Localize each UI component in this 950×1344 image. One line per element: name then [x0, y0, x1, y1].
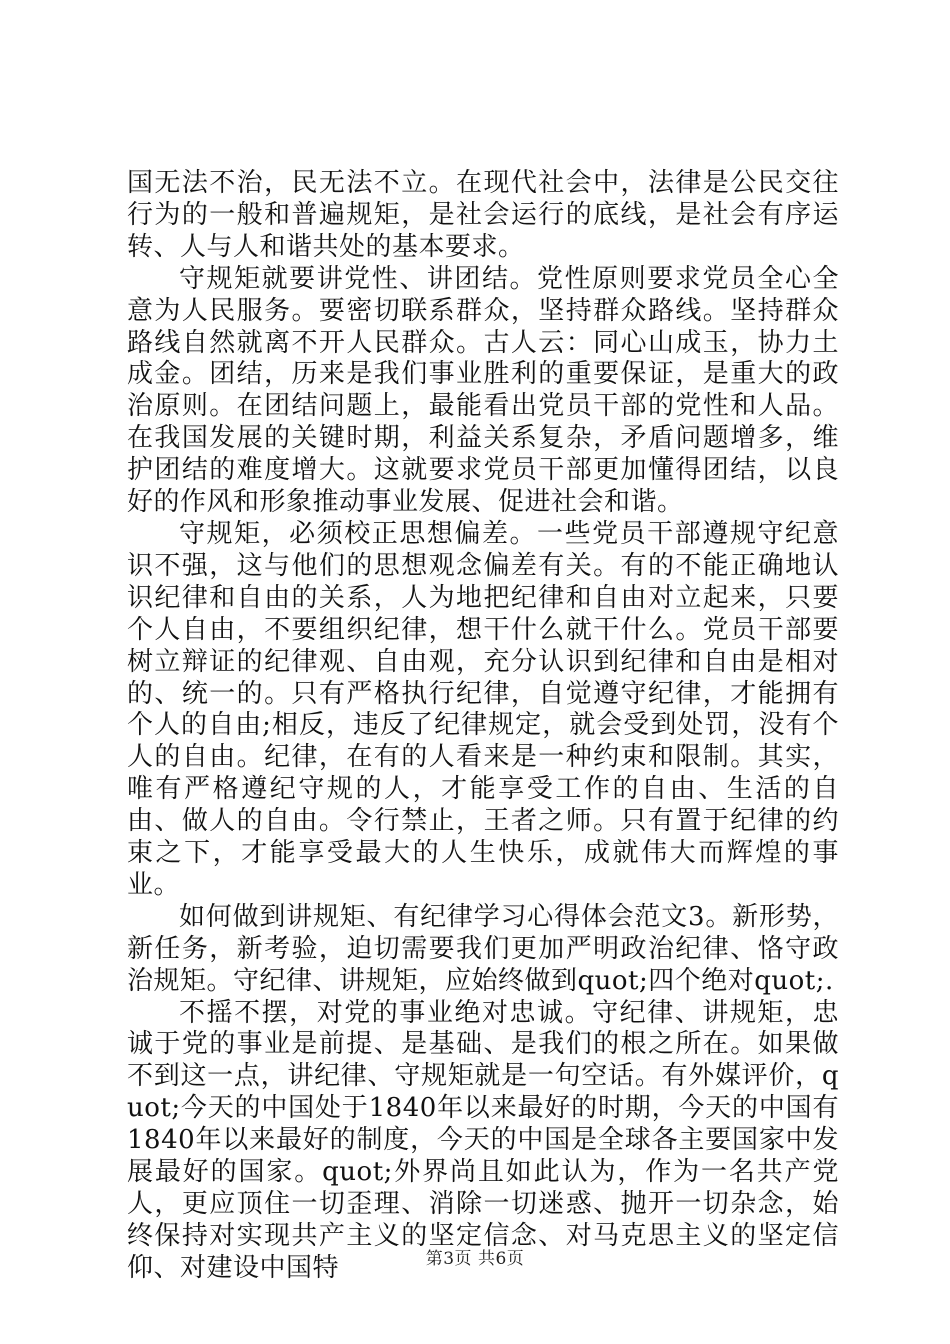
- paragraph-4: 如何做到讲规矩、有纪律学习心得体会范文3。新形势，新任务，新考验，迫切需要我们更加严明政治纪律、恪守政治规矩。守纪律、讲规矩，应始终做到quot;四个绝对quot;.: [127, 901, 839, 996]
- document-body: [127, 168, 839, 1285]
- page-footer: 第3页 共6页: [425, 1249, 525, 1269]
- paragraph-5: 不摇不摆，对党的事业绝对忠诚。守纪律、讲规矩，忠诚于党的事业是前提、是基础、是我们的根之所在。如果做不到这一点，讲纪律、守规矩就是一句空话。有外媒评价，quot;今天的中国处于1840年以来最好的时期，今天的中国有1840年以来最好的制度，今天的中国是全球各主要国家中发展最好的国家。quot;外界尚且如此认为，作为一名共产党人，更应顶住一切歪理、消除一切迷惑、抛开一切杂念，始终保持对实现共产主义的坚定信念、对马克思主义的坚定信仰、对建设中国特: [127, 997, 839, 1283]
- paragraph-1: 国无法不治，民无法不立。在现代社会中，法律是公民交往行为的一般和普遍规矩，是社会运行的底线，是社会有序运转、人与人和谐共处的基本要求。: [127, 168, 839, 262]
- paragraph-2: 守规矩就要讲党性、讲团结。党性原则要求党员全心全意为人民服务。要密切联系群众，坚持群众路线。坚持群众路线自然就离不开人民群众。古人云：同心山成玉，协力土成金。团结，历来是我们事业胜利的重要保证，是重大的政治原则。在团结问题上，最能看出党员干部的党性和人品。在我国发展的关键时期，利益关系复杂，矛盾问题增多，维护团结的难度增大。这就要求党员干部更加懂得团结，以良好的作风和形象推动事业发展、促进社会和谐。: [127, 263, 839, 518]
- paragraph-3: 守规矩，必须校正思想偏差。一些党员干部遵规守纪意识不强，这与他们的思想观念偏差有关。有的不能正确地认识纪律和自由的关系，人为地把纪律和自由对立起来，只要个人自由，不要组织纪律，想干什么就干什么。党员干部要树立辩证的纪律观、自由观，充分认识到纪律和自由是相对的、统一的。只有严格执行纪律，自觉遵守纪律，才能拥有个人的自由;相反，违反了纪律规定，就会受到处罚，没有个人的自由。纪律，在有的人看来是一种约束和限制。其实，唯有严格遵纪守规的人，才能享受工作的自由、生活的自由、做人的自由。令行禁止，王者之师。只有置于纪律的约束之下，才能享受最大的人生快乐，成就伟大而辉煌的事业。: [127, 518, 839, 900]
